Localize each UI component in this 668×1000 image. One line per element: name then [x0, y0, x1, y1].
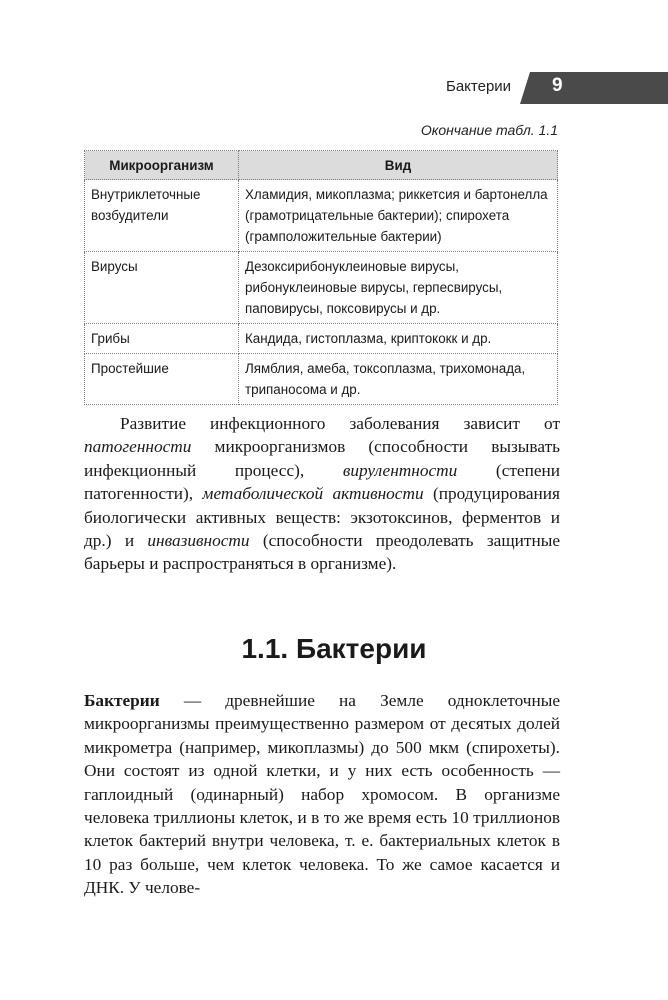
column-header-organism: Микроорганизм — [85, 151, 239, 180]
table-row — [85, 180, 558, 252]
term-bacteria: Бактерии — [84, 691, 160, 710]
table-header-row — [85, 151, 558, 180]
table-row — [85, 252, 558, 324]
running-header-title: Бактерии — [446, 78, 512, 95]
column-header-kind: Вид — [239, 151, 558, 180]
text-run: микроорганизмов (способности вызывать инфекционный процесс), — [84, 437, 560, 480]
term-virulence: вирулентности — [342, 460, 458, 480]
text-run: — древнейшие на Земле одноклеточные микроорганизмы преимущественно размером от десятых долей микрометра (например, микоплазмы) до 500 мкм (спирохеты). Они состоят из одной клетки, и у них есть особенность — гаплоидный (одинарный) набор хромосом. В организме человека триллионы клеток, и в то же время есть 10 триллионов клеток бактерий внутри человека, т. е. бактериальных клеток в 10 раз больше, чем клеток человека. То же самое касается и ДНК. У челове- — [84, 691, 560, 898]
paragraph-infection-factors — [84, 412, 560, 576]
organism-cell: Грибы — [85, 324, 239, 354]
page-number: 9 — [552, 75, 563, 96]
table-caption: Окончание табл. 1.1 — [420, 122, 558, 138]
kind-cell: Кандида, гистоплазма, криптококк и др. — [239, 324, 558, 354]
text-run: (продуцирования биологически активных веществ: экзотоксинов, ферментов и др.) и — [84, 484, 560, 551]
text-run: (способности преодолевать защитные барьеры и распространяться в организме). — [84, 531, 560, 574]
table-row — [85, 324, 558, 354]
kind-cell: Дезоксирибонуклеиновые вирусы, рибонуклеиновые вирусы, герпесвирусы, паповирусы, поксовирусы и др. — [239, 252, 558, 324]
term-metabolic-activity: метаболической активности — [202, 484, 424, 504]
organism-cell: Вирусы — [85, 252, 239, 324]
page-number-tab-notch — [520, 72, 530, 104]
organism-cell: Внутриклеточные возбудители — [85, 180, 239, 252]
kind-cell: Хламидия, микоплазма; риккетсия и бартонелла (грамотрицательные бактерии); спирохета (грамположительные бактерии) — [239, 180, 558, 252]
microorganism-table — [84, 150, 558, 405]
text-run: (степени патогенности), — [84, 460, 560, 504]
kind-cell: Лямблия, амеба, токсоплазма, трихомонада, трипаносома и др. — [239, 354, 558, 405]
table-row — [85, 354, 558, 405]
text-run: Развитие инфекционного заболевания зависит от — [120, 414, 560, 433]
paragraph-bacteria-definition — [84, 689, 560, 900]
term-pathogenicity: патогенности — [84, 437, 192, 457]
section-heading: 1.1. Бактерии — [241, 633, 427, 664]
organism-cell: Простейшие — [85, 354, 239, 405]
page-number-tab — [520, 72, 668, 104]
term-invasiveness: инвазивности — [147, 531, 250, 551]
